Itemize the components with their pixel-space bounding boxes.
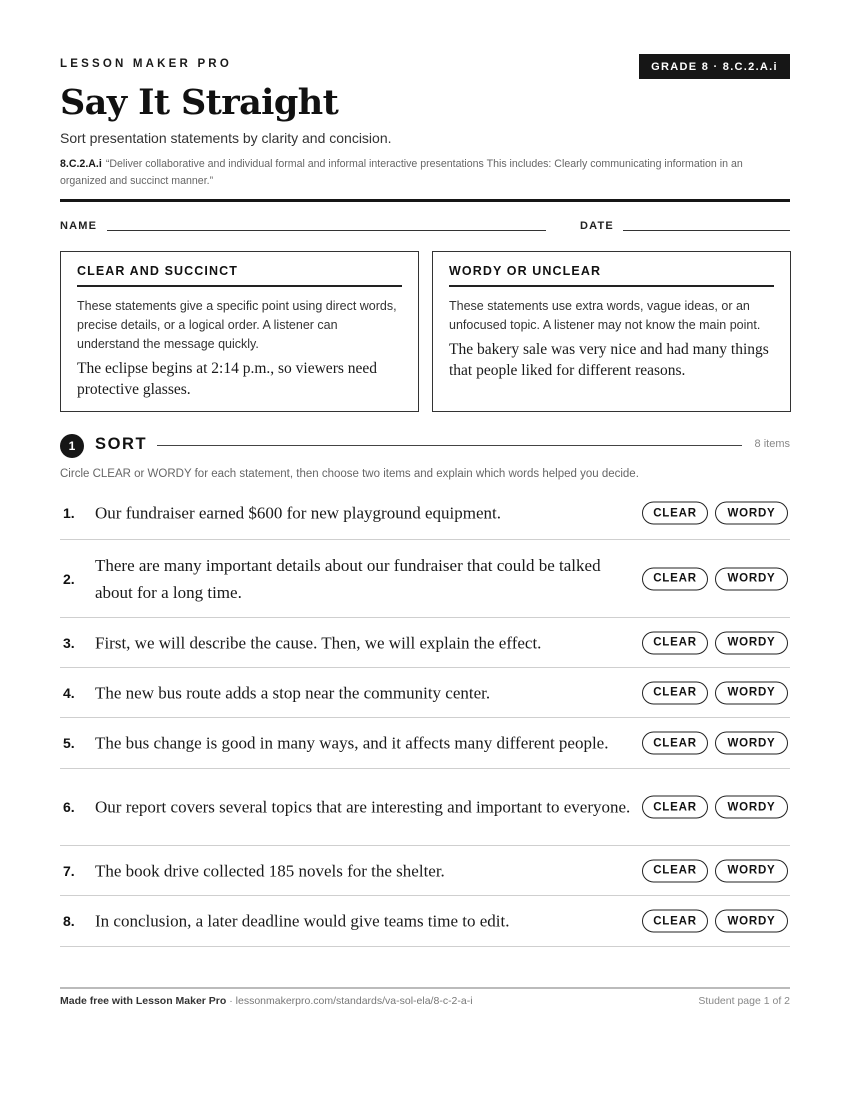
clear-option[interactable]: CLEAR xyxy=(642,631,708,654)
item-statement: Our fundraiser earned $600 for new playground equipment. xyxy=(95,503,501,523)
name-label: NAME xyxy=(60,220,98,232)
item-number: 2. xyxy=(63,570,75,587)
wordy-option[interactable]: WORDY xyxy=(715,681,788,704)
section-instructions: Circle CLEAR or WORDY for each statement, then choose two items and explain which words helped you decide. xyxy=(60,468,639,480)
clear-option[interactable]: CLEAR xyxy=(642,910,708,933)
definition-wordy-title: WORDY OR UNCLEAR xyxy=(449,264,774,287)
item-options xyxy=(642,910,788,933)
standard-code: 8.C.2.A.i xyxy=(60,158,102,170)
standard-text: “Deliver collaborative and individual formal and informal interactive presentations This includes: Clearly communicating information in an organized and succinct manner.” xyxy=(60,158,743,187)
item-options xyxy=(642,796,788,819)
item-row xyxy=(60,668,790,718)
item-row xyxy=(60,487,790,540)
item-number: 3. xyxy=(63,634,75,651)
clear-option[interactable]: CLEAR xyxy=(642,502,708,525)
item-options xyxy=(642,681,788,704)
item-number: 7. xyxy=(63,862,75,879)
definition-clear-text: These statements give a specific point using direct words, precise details, or a logical order. A listener can understand the message quickly. xyxy=(77,299,397,351)
wordy-option[interactable]: WORDY xyxy=(715,732,788,755)
footer-url[interactable]: · lessonmakerpro.com/standards/va-sol-ela/8-c-2-a-i xyxy=(226,995,473,1007)
header-divider xyxy=(60,199,790,202)
name-field[interactable] xyxy=(107,230,546,231)
item-row xyxy=(60,540,790,618)
item-number: 6. xyxy=(63,799,75,815)
definition-clear-title: CLEAR AND SUCCINCT xyxy=(77,264,402,287)
clear-option[interactable]: CLEAR xyxy=(642,859,708,882)
definition-wordy-box xyxy=(432,251,791,412)
standard-description xyxy=(60,156,792,189)
item-row xyxy=(60,618,790,668)
definition-clear-example: The eclipse begins at 2:14 p.m., so viewers need protective glasses. xyxy=(77,360,378,398)
definition-wordy-example: The bakery sale was very nice and had many things that people liked for different reasons. xyxy=(449,341,769,379)
item-row xyxy=(60,718,790,769)
item-statement: The book drive collected 185 novels for the shelter. xyxy=(95,861,445,880)
item-row xyxy=(60,846,790,896)
wordy-option[interactable]: WORDY xyxy=(715,859,788,882)
item-options xyxy=(642,859,788,882)
section-divider xyxy=(157,445,742,446)
item-statement: In conclusion, a later deadline would give teams time to edit. xyxy=(95,911,510,931)
item-options xyxy=(642,502,788,525)
footer-made-with: Made free with Lesson Maker Pro xyxy=(60,995,227,1007)
section-title: SORT xyxy=(95,435,148,453)
wordy-option[interactable]: WORDY xyxy=(715,910,788,933)
item-number: 8. xyxy=(63,913,75,929)
item-statement: The bus change is good in many ways, and it affects many different people. xyxy=(95,733,609,753)
footer-divider xyxy=(60,987,790,989)
wordy-option[interactable]: WORDY xyxy=(715,796,788,819)
brand-name: LESSON MAKER PRO xyxy=(60,58,232,70)
item-options xyxy=(642,567,788,590)
wordy-option[interactable]: WORDY xyxy=(715,502,788,525)
item-number: 4. xyxy=(63,684,75,701)
date-field[interactable] xyxy=(623,230,790,231)
wordy-option[interactable]: WORDY xyxy=(715,567,788,590)
grade-badge: GRADE 8 · 8.C.2.A.i xyxy=(639,54,790,79)
page-title: Say It Straight xyxy=(60,82,339,123)
item-count: 8 items xyxy=(754,438,790,450)
item-number: 1. xyxy=(63,505,75,521)
clear-option[interactable]: CLEAR xyxy=(642,681,708,704)
date-label: DATE xyxy=(580,220,614,232)
clear-option[interactable]: CLEAR xyxy=(642,567,708,590)
page-subtitle: Sort presentation statements by clarity and concision. xyxy=(60,130,392,146)
definition-wordy-text: These statements use extra words, vague ideas, or an unfocused topic. A listener may not know the main point. xyxy=(449,299,761,332)
item-statement: Our report covers several topics that are interesting and important to everyone. xyxy=(95,797,631,817)
page-indicator: Student page 1 of 2 xyxy=(698,995,790,1007)
footer-credit xyxy=(60,995,473,1007)
item-options xyxy=(642,732,788,755)
wordy-option[interactable]: WORDY xyxy=(715,631,788,654)
item-row xyxy=(60,769,790,846)
item-statement: There are many important details about our fundraiser that could be talked about for a long time. xyxy=(95,555,601,602)
definition-clear-box xyxy=(60,251,419,412)
item-number: 5. xyxy=(63,735,75,751)
item-options xyxy=(642,631,788,654)
item-row xyxy=(60,896,790,947)
clear-option[interactable]: CLEAR xyxy=(642,732,708,755)
clear-option[interactable]: CLEAR xyxy=(642,796,708,819)
item-statement: The new bus route adds a stop near the community center. xyxy=(95,683,491,702)
section-number-badge: 1 xyxy=(60,434,84,458)
item-statement: First, we will describe the cause. Then, we will explain the effect. xyxy=(95,633,542,652)
